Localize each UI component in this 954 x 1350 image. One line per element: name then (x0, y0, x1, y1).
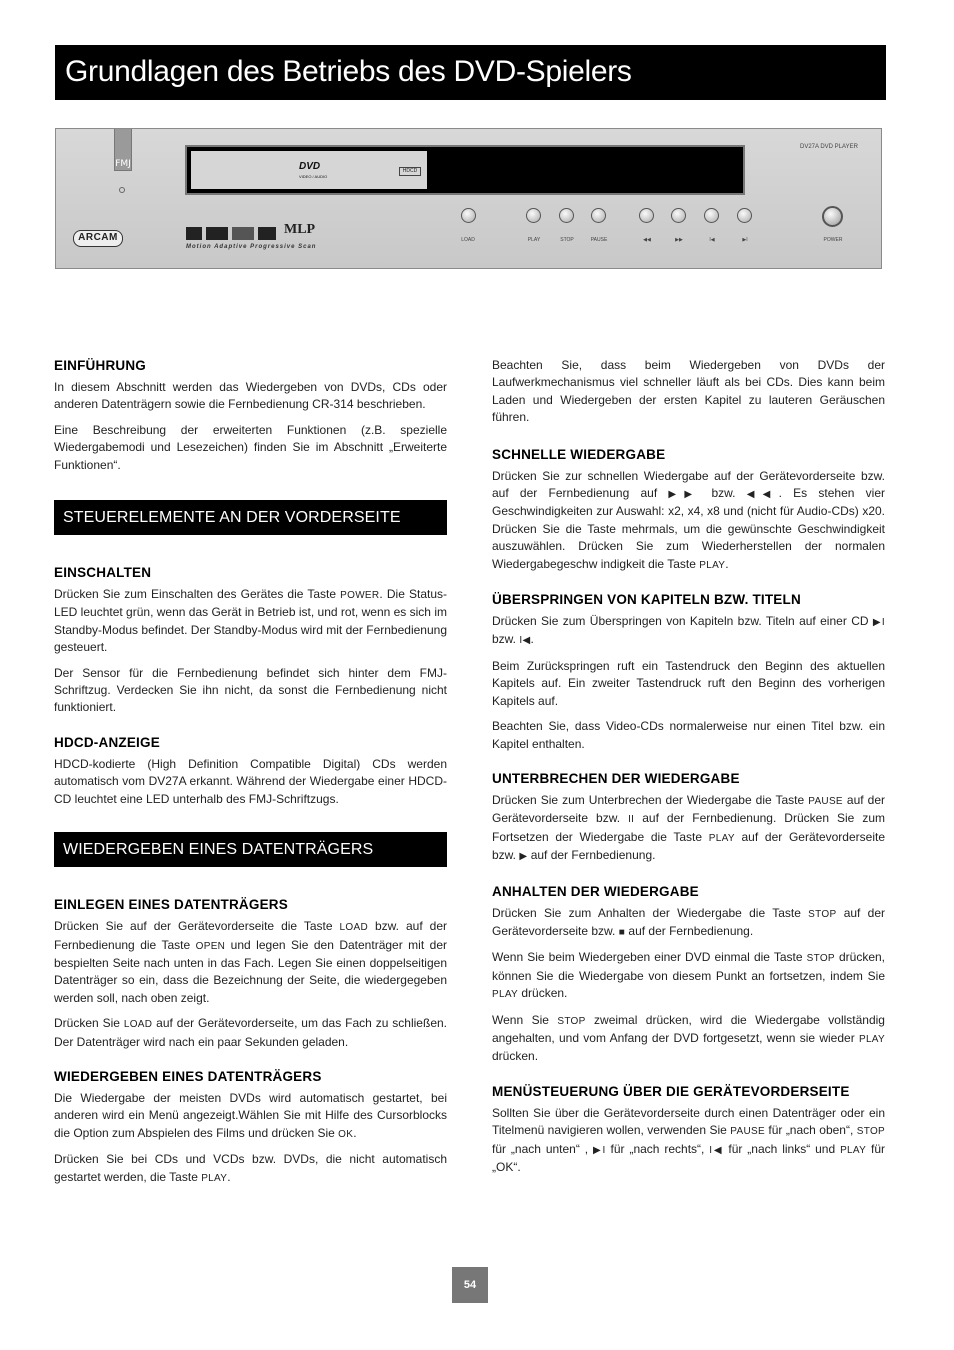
heading-play-disc: WIEDERGEBEN EINES DATENTRÄGERS (54, 1068, 322, 1084)
fast-forward-icon: ▶▶ (675, 237, 683, 243)
pause-button[interactable] (591, 208, 606, 223)
load-button[interactable] (461, 208, 476, 223)
paragraph: Drücken Sie bei CDs und VCDs bzw. DVDs, die nicht automatisch gestartet werden, die Taste PLAY. (54, 1152, 447, 1184)
paragraph: Drücken Sie zum Überspringen von Kapiteln bzw. Titeln auf einer CD ▶I bzw. I◀. (492, 614, 885, 647)
power-button[interactable] (822, 206, 843, 227)
heading-skip-chapters: ÜBERSPRINGEN VON KAPITELN BZW. TITELN (492, 592, 801, 608)
heading-introduction: EINFÜHRUNG (54, 358, 146, 373)
dvd-logo: DVD (299, 161, 321, 172)
rewind-icon: ◀◀ (643, 237, 651, 243)
heading-power-on: EINSCHALTEN (54, 565, 152, 581)
heading-pause-playback: UNTERBRECHEN DER WIEDERGABE (492, 770, 740, 786)
paragraph: HDCD-kodierte (High Definition Compatible Digital) CDs werden automatisch vom DV27A erkannt. Während der Wiedergabe einer HDCD-CD leuchtet eine LED unterhalb des FMJ-Schriftzugs. (54, 756, 447, 806)
paragraph: Wenn Sie STOP zweimal drücken, wird die Wiedergabe vollständig angehalten, und vom Anfang der DVD fortgesetzt, wenn sie wieder PLAY drücken. (492, 1012, 885, 1064)
heading-hdcd: HDCD-ANZEIGE (54, 734, 160, 750)
dts-logo-icon (186, 227, 202, 240)
play-label: PLAY (527, 237, 541, 243)
paragraph: Eine Beschreibung der erweiterten Funktionen (z.B. spezielle Wiedergabemodi und Lesezeichen) finden Sie im Abschnitt „Erweiterte Funktionen“. (54, 422, 447, 472)
pause-label: PAUSE (590, 237, 608, 243)
paragraph: Drücken Sie zum Einschalten des Gerätes die Taste POWER. Die Status-LED leuchtet grün, wenn das Gerät in Betrieb ist, und rot, wenn es sich im Standby-Modus befindet. Der Standby-Modus wird mit der Fernbedienung gesteuert. (54, 587, 447, 655)
rewind-button[interactable] (639, 208, 654, 223)
cd-logo-icon (258, 227, 276, 240)
front-display (185, 145, 745, 195)
stop-button[interactable] (559, 208, 574, 223)
heading-fast-playback: SCHNELLE WIEDERGABE (492, 446, 666, 462)
next-icon: ▶I (742, 237, 748, 243)
arcam-logo: ARCAM (73, 230, 123, 247)
page-number: 54 (452, 1267, 488, 1303)
mpeg-logo-icon (232, 227, 254, 240)
disc-tray (191, 151, 427, 189)
previous-icon: I◀ (709, 237, 715, 243)
paragraph: Die Wiedergabe der meisten DVDs wird automatisch gestartet, bei anderen wird ein Menü angezeigt.Wählen Sie mit Hilfe des Cursorblocks die Option zum Abspielen des Films und drücken Sie OK. (54, 1090, 447, 1140)
left-column (54, 340, 447, 1195)
model-label: DV27A DVD PLAYER (800, 144, 858, 150)
paragraph: Sollten Sie über die Gerätevorderseite durch einen Datenträger oder ein Titelmenü navigieren wollen, verwenden Sie PAUSE für „nach oben“, STOP für „nach unten“ , ▶I für „nach rechts“, I◀ für „nach links“ und PLAY für „OK“. (492, 1105, 885, 1174)
heading-stop-playback: ANHALTEN DER WIEDERGABE (492, 883, 699, 899)
fast-forward-button[interactable] (671, 208, 686, 223)
section-bar-front-controls: STEUERELEMENTE AN DER VORDERSEITE (54, 500, 447, 535)
paragraph: Drücken Sie zum Anhalten der Wiedergabe die Taste STOP auf der Gerätevorderseite bzw. ■ auf der Fernbedienung. (492, 905, 886, 938)
paragraph: Drücken Sie zur schnellen Wiedergabe auf der Gerätevorderseite bzw. auf der Fernbedienung auf ▶▶ bzw. ◀◀. Es stehen vier Geschwindigkeiten zur Auswahl: x2, x4, x8 und (nicht für Audio-CDs) x20. Drücken Sie die Taste mehrmals, um die gewünschte Geschwindigkeit auszuwählen. Drücken Sie zum Wiederherstellen der normalen Wiedergabegeschw indigkeit die Taste PLAY. (492, 468, 886, 571)
format-logos (186, 222, 316, 241)
fmj-label: FMJ (115, 159, 131, 169)
paragraph: Beachten Sie, dass beim Wiedergeben von DVDs der Laufwerkmechanismus viel schneller läuft als bei CDs. Dies kann beim Laden und Wiedergeben der ersten Kapitel zu lauteren Geräuschen führen. (492, 358, 885, 425)
maps-label: Motion Adaptive Progressive Scan (186, 244, 317, 250)
dolby-logo-icon (206, 227, 228, 240)
paragraph: Wenn Sie beim Wiedergeben einer DVD einmal die Taste STOP drücken, können Sie die Wiedergabe von diesem Punkt an fortsetzen, indem Sie PLAY drücken. (492, 950, 886, 1001)
section-bar-playback: WIEDERGEBEN EINES DATENTRÄGERS (54, 832, 447, 867)
paragraph: Drücken Sie zum Unterbrechen der Wiedergabe die Taste PAUSE auf der Gerätevorderseite bzw. II auf der Fernbedienung. Drücken Sie zum Fortsetzen der Wiedergabe die Taste PLAY auf der Gerätevorderseite bzw. ▶ auf der Fernbedienung. (492, 792, 885, 863)
paragraph: In diesem Abschnitt werden das Wiedergeben von DVDs, CDs oder anderen Datenträgern sowie die Fernbedienung CR-314 beschrieben. (54, 380, 447, 412)
heading-load-disc: EINLEGEN EINES DATENTRÄGERS (54, 897, 288, 913)
hdcd-logo: HDCD (399, 167, 421, 176)
paragraph: Drücken Sie auf der Gerätevorderseite die Taste LOAD bzw. auf der Fernbedienung die Taste OPEN und legen Sie den Datenträger mit der bespielten Seite nach unten in das Fach. Legen Sie einen doppelseitigen Datenträger so ein, dass die Bezeichnung der Seite, die wiedergegeben werden soll, nach oben zeigt. (54, 919, 448, 1005)
mlp-logo: MLP (284, 222, 316, 237)
stop-label: STOP (560, 237, 574, 243)
load-label: LOAD (461, 237, 475, 243)
play-button[interactable] (526, 208, 541, 223)
paragraph: Beim Zurückspringen ruft ein Tastendruck den Beginn des aktuellen Kapitels auf. Ein zweiter Tastendruck ruft den Beginn des vorherigen Kapitels auf. (492, 658, 885, 708)
dvd-player-front-panel (55, 128, 882, 269)
right-column (492, 340, 885, 1184)
dvd-logo-sub: VIDEO / AUDIO (299, 174, 328, 179)
status-led-icon (119, 187, 125, 193)
previous-button[interactable] (704, 208, 719, 223)
paragraph: Der Sensor für die Fernbedienung befindet sich hinter dem FMJ-Schriftzug. Verdecken Sie ihn nicht, da sonst die Fernbedienung nicht funktioniert. (54, 665, 447, 715)
paragraph: Drücken Sie LOAD auf der Gerätevorderseite, um das Fach zu schließen. Der Datenträger wird nach ein paar Sekunden geladen. (54, 1016, 447, 1049)
paragraph: Beachten Sie, dass Video-CDs normalerweise nur einen Titel bzw. ein Kapitel enthalten. (492, 719, 885, 751)
heading-menu-control: MENÜSTEUERUNG ÜBER DIE GERÄTEVORDERSEITE (492, 1083, 850, 1099)
power-label: POWER (823, 237, 843, 243)
next-button[interactable] (737, 208, 752, 223)
page-title: Grundlagen des Betriebs des DVD-Spielers (55, 45, 886, 100)
